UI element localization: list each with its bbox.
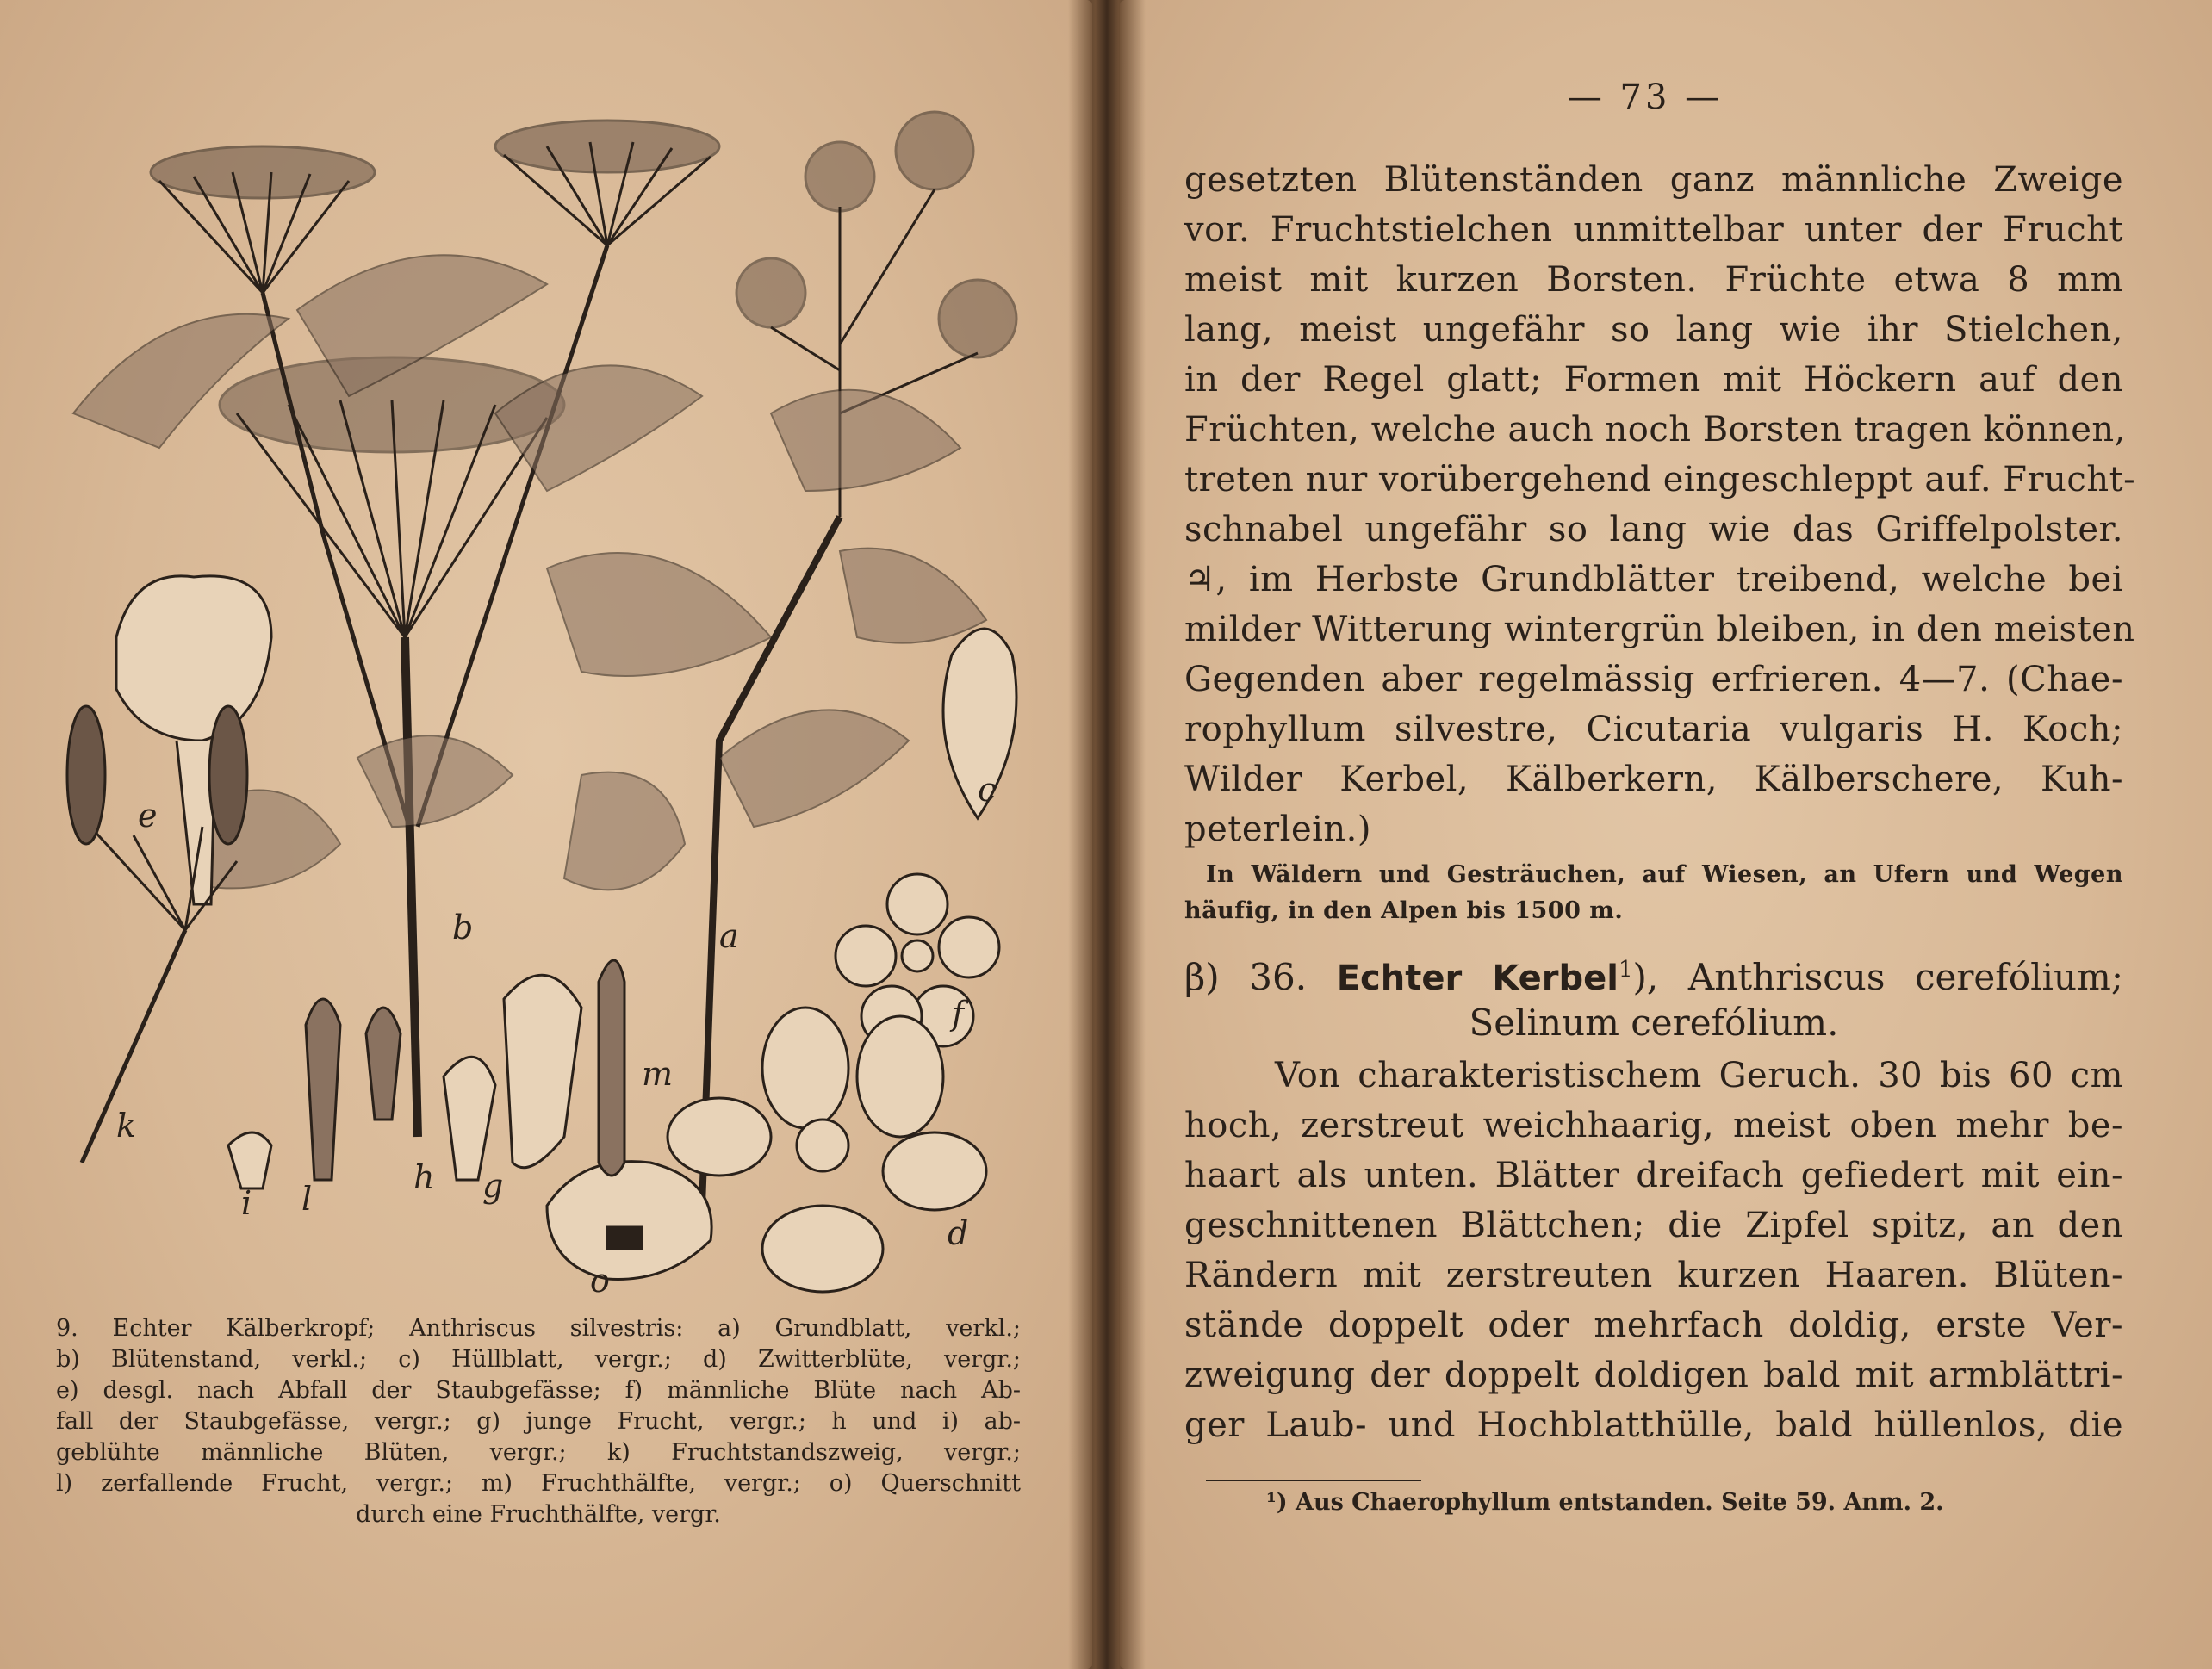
figure-caption xyxy=(56,1313,1021,1530)
text-line: Wilder Kerbel, Kälberkern, Kälberschere, Kuh- xyxy=(1184,760,2123,799)
label-g: g xyxy=(482,1167,504,1205)
text-line: stände doppelt oder mehrfach doldig, erste Ver- xyxy=(1184,1306,2123,1345)
paragraph-1 xyxy=(1184,155,2136,854)
label-o: o xyxy=(590,1262,610,1300)
note-line: häufig, in den Alpen bis 1500 m. xyxy=(1184,897,1624,924)
species-synonym: Selinum cerefólium. xyxy=(1469,1002,1839,1044)
figure-o xyxy=(547,1162,711,1280)
anthriscus-drawing xyxy=(65,86,1051,1309)
caption-line: b) Blütenstand, verkl.; c) Hüllblatt, vergr.; d) Zwitterblüte, vergr.; xyxy=(56,1346,1021,1373)
text-line: ger Laub- und Hochblatthülle, bald hüllenlos, die xyxy=(1184,1405,2123,1445)
text-line: Gegenden aber regelmässig erfrieren. 4—7. (Chae- xyxy=(1184,660,2123,699)
footnote: ¹) Aus Chaerophyllum entstanden. Seite 59. Anm. 2. xyxy=(1266,1489,1944,1516)
note-line: In Wäldern und Gesträuchen, auf Wiesen, an Ufern und Wegen xyxy=(1206,861,2123,888)
figure-h xyxy=(444,1057,495,1180)
book-gutter xyxy=(1068,0,1146,1669)
label-m: m xyxy=(642,1055,674,1093)
text-line: lang, meist ungefähr so lang wie ihr Stielchen, xyxy=(1184,310,2123,350)
text-line: vor. Fruchtstielchen unmittelbar unter der Frucht xyxy=(1184,210,2123,250)
text-line: geschnittenen Blättchen; die Zipfel spitz, an den xyxy=(1184,1206,2123,1245)
label-k: k xyxy=(116,1107,137,1145)
text-line: ♃, im Herbste Grundblätter treibend, welche bei xyxy=(1184,560,2123,599)
caption-line: 9. Echter Kälberkropf; Anthriscus silvestris: a) Grundblatt, verkl.; xyxy=(56,1315,1021,1342)
text-line: zweigung der doppelt doldigen bald mit armblättri- xyxy=(1184,1356,2123,1395)
label-d: d xyxy=(948,1214,969,1252)
figure-g xyxy=(504,975,581,1167)
text-line: in der Regel glatt; Formen mit Höckern auf den xyxy=(1184,360,2123,400)
caption-line: e) desgl. nach Abfall der Staubgefässe; f) männliche Blüte nach Ab- xyxy=(56,1377,1021,1404)
species-heading xyxy=(1184,943,2123,1050)
figure-m xyxy=(599,960,624,1176)
caption-line: durch eine Fruchthälfte, vergr. xyxy=(356,1501,721,1528)
text-line: haart als unten. Blätter dreifach gefiedert mit ein- xyxy=(1184,1156,2123,1195)
text-line: Früchten, welche auch noch Borsten tragen können, xyxy=(1184,410,2126,450)
species-heading-line1 xyxy=(1184,943,2123,996)
page-number: — 73 — xyxy=(1567,78,1724,117)
figure-i xyxy=(228,1132,271,1188)
paragraph-2 xyxy=(1184,1051,2123,1450)
umbel-left xyxy=(151,146,375,293)
label-l: l xyxy=(301,1180,313,1218)
figure-l xyxy=(306,999,340,1180)
footnote-rule xyxy=(1206,1480,1421,1481)
species-number: β) 36. xyxy=(1184,956,1308,998)
text-line: schnabel ungefähr so lang wie das Griffelpolster. xyxy=(1184,510,2123,549)
caption-line: fall der Staubgefässe, vergr.; g) junge Frucht, vergr.; h und i) ab- xyxy=(56,1408,1021,1435)
caption-line: geblühte männliche Blüten, vergr.; k) Fruchtstandszweig, vergr.; xyxy=(56,1439,1021,1466)
text-line: gesetzten Blütenständen ganz männliche Zweige xyxy=(1184,160,2123,200)
botanical-illustration xyxy=(65,86,1051,1309)
label-i: i xyxy=(241,1184,252,1222)
text-line: rophyllum silvestre, Cicutaria vulgaris H. Koch; xyxy=(1184,710,2123,749)
label-h: h xyxy=(413,1158,435,1196)
text-line: treten nur vorübergehend eingeschleppt auf. Frucht- xyxy=(1184,460,2136,499)
label-e: e xyxy=(138,797,158,834)
label-b: b xyxy=(452,909,474,946)
species-name: Echter Kerbel xyxy=(1336,959,1619,998)
text-line: hoch, zerstreut weichhaarig, meist oben mehr be- xyxy=(1184,1106,2123,1145)
text-line: meist mit kurzen Borsten. Früchte etwa 8 mm xyxy=(1184,260,2123,300)
label-a: a xyxy=(719,917,739,955)
text-line: Von charakteristischem Geruch. 30 bis 60 cm xyxy=(1275,1056,2123,1095)
figure-d xyxy=(668,1008,986,1292)
caption-line: l) zerfallende Frucht, vergr.; m) Fruchthälfte, vergr.; o) Querschnitt xyxy=(56,1470,1021,1497)
text-line: Rändern mit zerstreuten kurzen Haaren. Blüten- xyxy=(1184,1256,2123,1295)
umbel-center xyxy=(495,121,719,245)
text-line: milder Witterung wintergrün bleiben, in den meisten xyxy=(1184,610,2135,649)
figure-k xyxy=(67,706,247,1163)
habitat-note xyxy=(1184,857,2123,929)
label-f: f xyxy=(952,995,965,1033)
species-latin: ), Anthriscus cerefólium; xyxy=(1632,956,2124,998)
footnote-ref: 1 xyxy=(1618,957,1633,983)
text-line: peterlein.) xyxy=(1184,810,1371,849)
label-c: c xyxy=(978,771,997,809)
